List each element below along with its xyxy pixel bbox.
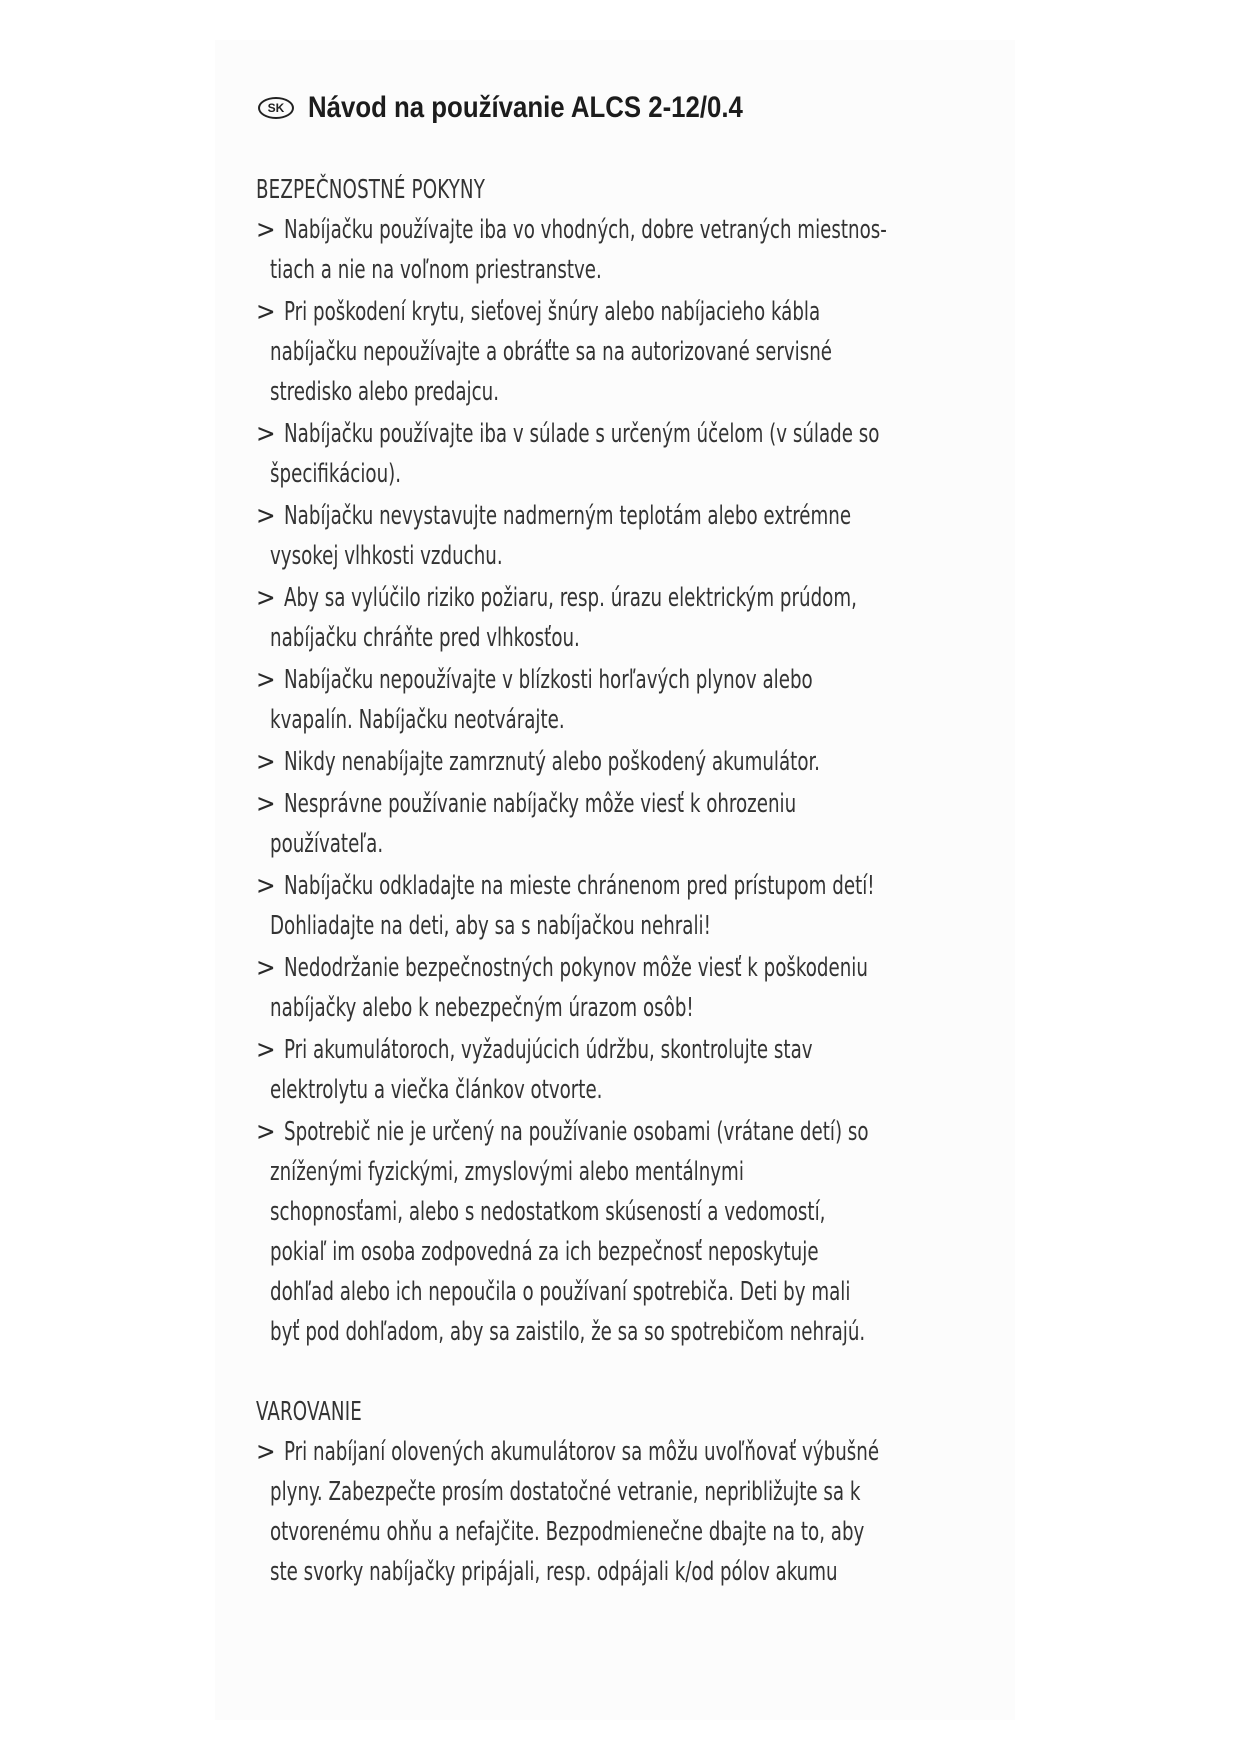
- safety-item-line: elektrolytu a viečka článkov otvorte.: [270, 1075, 603, 1105]
- bullet-marker-icon: >: [256, 665, 276, 695]
- bullet-marker-icon: >: [256, 871, 276, 901]
- safety-item-line: Dohliadajte na deti, aby sa s nabíjačkou nehrali!: [270, 911, 711, 941]
- safety-item-line: Nabíjačku nevystavujte nadmerným teplotám alebo extrémne: [284, 501, 852, 531]
- document-title: Návod na používanie ALCS 2-12/0.4: [308, 91, 743, 124]
- bullet-marker-icon: >: [256, 1437, 276, 1467]
- warning-item: [256, 1432, 1016, 1592]
- safety-item: [256, 210, 1016, 290]
- warning-item-line: otvorenému ohňu a nefajčite. Bezpodmienečne dbajte na to, aby: [270, 1517, 865, 1547]
- safety-item: [256, 948, 1016, 1028]
- document-title-row: [258, 88, 814, 128]
- bullet-marker-icon: >: [256, 297, 276, 327]
- bullet-marker-icon: >: [256, 1035, 276, 1065]
- safety-item-line: Nabíjačku odkladajte na mieste chránenom pred prístupom detí!: [284, 871, 875, 901]
- safety-item-line: byť pod dohľadom, aby sa zaistilo, že sa so spotrebičom nehrajú.: [270, 1317, 866, 1347]
- warning-item-line: ste svorky nabíjačky pripájali, resp. odpájali k/od pólov akumu: [270, 1557, 838, 1587]
- safety-item: [256, 496, 1016, 576]
- bullet-marker-icon: >: [256, 953, 276, 983]
- bullet-marker-icon: >: [256, 501, 276, 531]
- safety-item-line: používateľa.: [270, 829, 384, 859]
- warning-item-line: plyny. Zabezpečte prosím dostatočné vetranie, nepribližujte sa k: [270, 1477, 861, 1507]
- safety-item-line: Nabíjačku nepoužívajte v blízkosti horľavých plynov alebo: [284, 665, 813, 695]
- safety-item-line: dohľad alebo ich nepoučila o používaní spotrebiča. Deti by mali: [270, 1277, 851, 1307]
- safety-item-line: Aby sa vylúčilo riziko požiaru, resp. úrazu elektrickým prúdom,: [284, 583, 857, 613]
- warning-item-line: Pri nabíjaní olovených akumulátorov sa môžu uvoľňovať výbušné: [284, 1437, 880, 1467]
- bullet-marker-icon: >: [256, 583, 276, 613]
- warning-list: [256, 1432, 1016, 1592]
- safety-item-line: nabíjačku nepoužívajte a obráťte sa na autorizované servisné: [270, 337, 833, 367]
- safety-item: [256, 578, 1016, 658]
- safety-list: [256, 210, 1016, 1352]
- safety-item-line: pokiaľ im osoba zodpovedná za ich bezpečnosť neposkytuje: [270, 1237, 819, 1267]
- safety-item-line: Spotrebič nie je určený na používanie osobami (vrátane detí) so: [284, 1117, 869, 1147]
- safety-item: [256, 1112, 1016, 1352]
- safety-item-line: Nikdy nenabíjajte zamrznutý alebo poškodený akumulátor.: [284, 747, 820, 777]
- safety-item-line: Nabíjačku používajte iba v súlade s určeným účelom (v súlade so: [284, 419, 880, 449]
- safety-item-line: stredisko alebo predajcu.: [270, 377, 500, 407]
- document-body: [256, 170, 1016, 1594]
- safety-item-line: vysokej vlhkosti vzduchu.: [270, 541, 503, 571]
- safety-item-line: Nabíjačku používajte iba vo vhodných, dobre vetraných miestnos-: [284, 215, 887, 245]
- safety-item: [256, 414, 1016, 494]
- language-badge-icon: SK: [258, 97, 294, 119]
- safety-item-line: kvapalín. Nabíjačku neotvárajte.: [270, 705, 565, 735]
- safety-item-line: nabíjačky alebo k nebezpečným úrazom osôb!: [270, 993, 694, 1023]
- safety-item-line: tiach a nie na voľnom priestranstve.: [270, 255, 602, 285]
- safety-item-line: Nedodržanie bezpečnostných pokynov môže viesť k poškodeniu: [284, 953, 868, 983]
- safety-item-line: Pri akumulátoroch, vyžadujúcich údržbu, skontrolujte stav: [284, 1035, 813, 1065]
- safety-item: [256, 742, 1016, 782]
- bullet-marker-icon: >: [256, 419, 276, 449]
- safety-item: [256, 292, 1016, 412]
- safety-item-line: zníženými fyzickými, zmyslovými alebo mentálnymi: [270, 1157, 744, 1187]
- warning-heading: VAROVANIE: [256, 1397, 362, 1427]
- safety-item: [256, 784, 1016, 864]
- safety-item-line: špecifikáciou).: [270, 459, 402, 489]
- safety-item-line: schopnosťami, alebo s nedostatkom skúseností a vedomostí,: [270, 1197, 826, 1227]
- safety-heading: BEZPEČNOSTNÉ POKYNY: [256, 175, 486, 205]
- bullet-marker-icon: >: [256, 1117, 276, 1147]
- bullet-marker-icon: >: [256, 789, 276, 819]
- safety-item: [256, 660, 1016, 740]
- bullet-marker-icon: >: [256, 215, 276, 245]
- safety-item: [256, 866, 1016, 946]
- safety-item: [256, 1030, 1016, 1110]
- bullet-marker-icon: >: [256, 747, 276, 777]
- safety-item-line: Pri poškodení krytu, sieťovej šnúry alebo nabíjacieho kábla: [284, 297, 821, 327]
- safety-item-line: Nesprávne používanie nabíjačky môže viesť k ohrozeniu: [284, 789, 797, 819]
- safety-item-line: nabíjačku chráňte pred vlhkosťou.: [270, 623, 580, 653]
- section-gap: [256, 1354, 1016, 1392]
